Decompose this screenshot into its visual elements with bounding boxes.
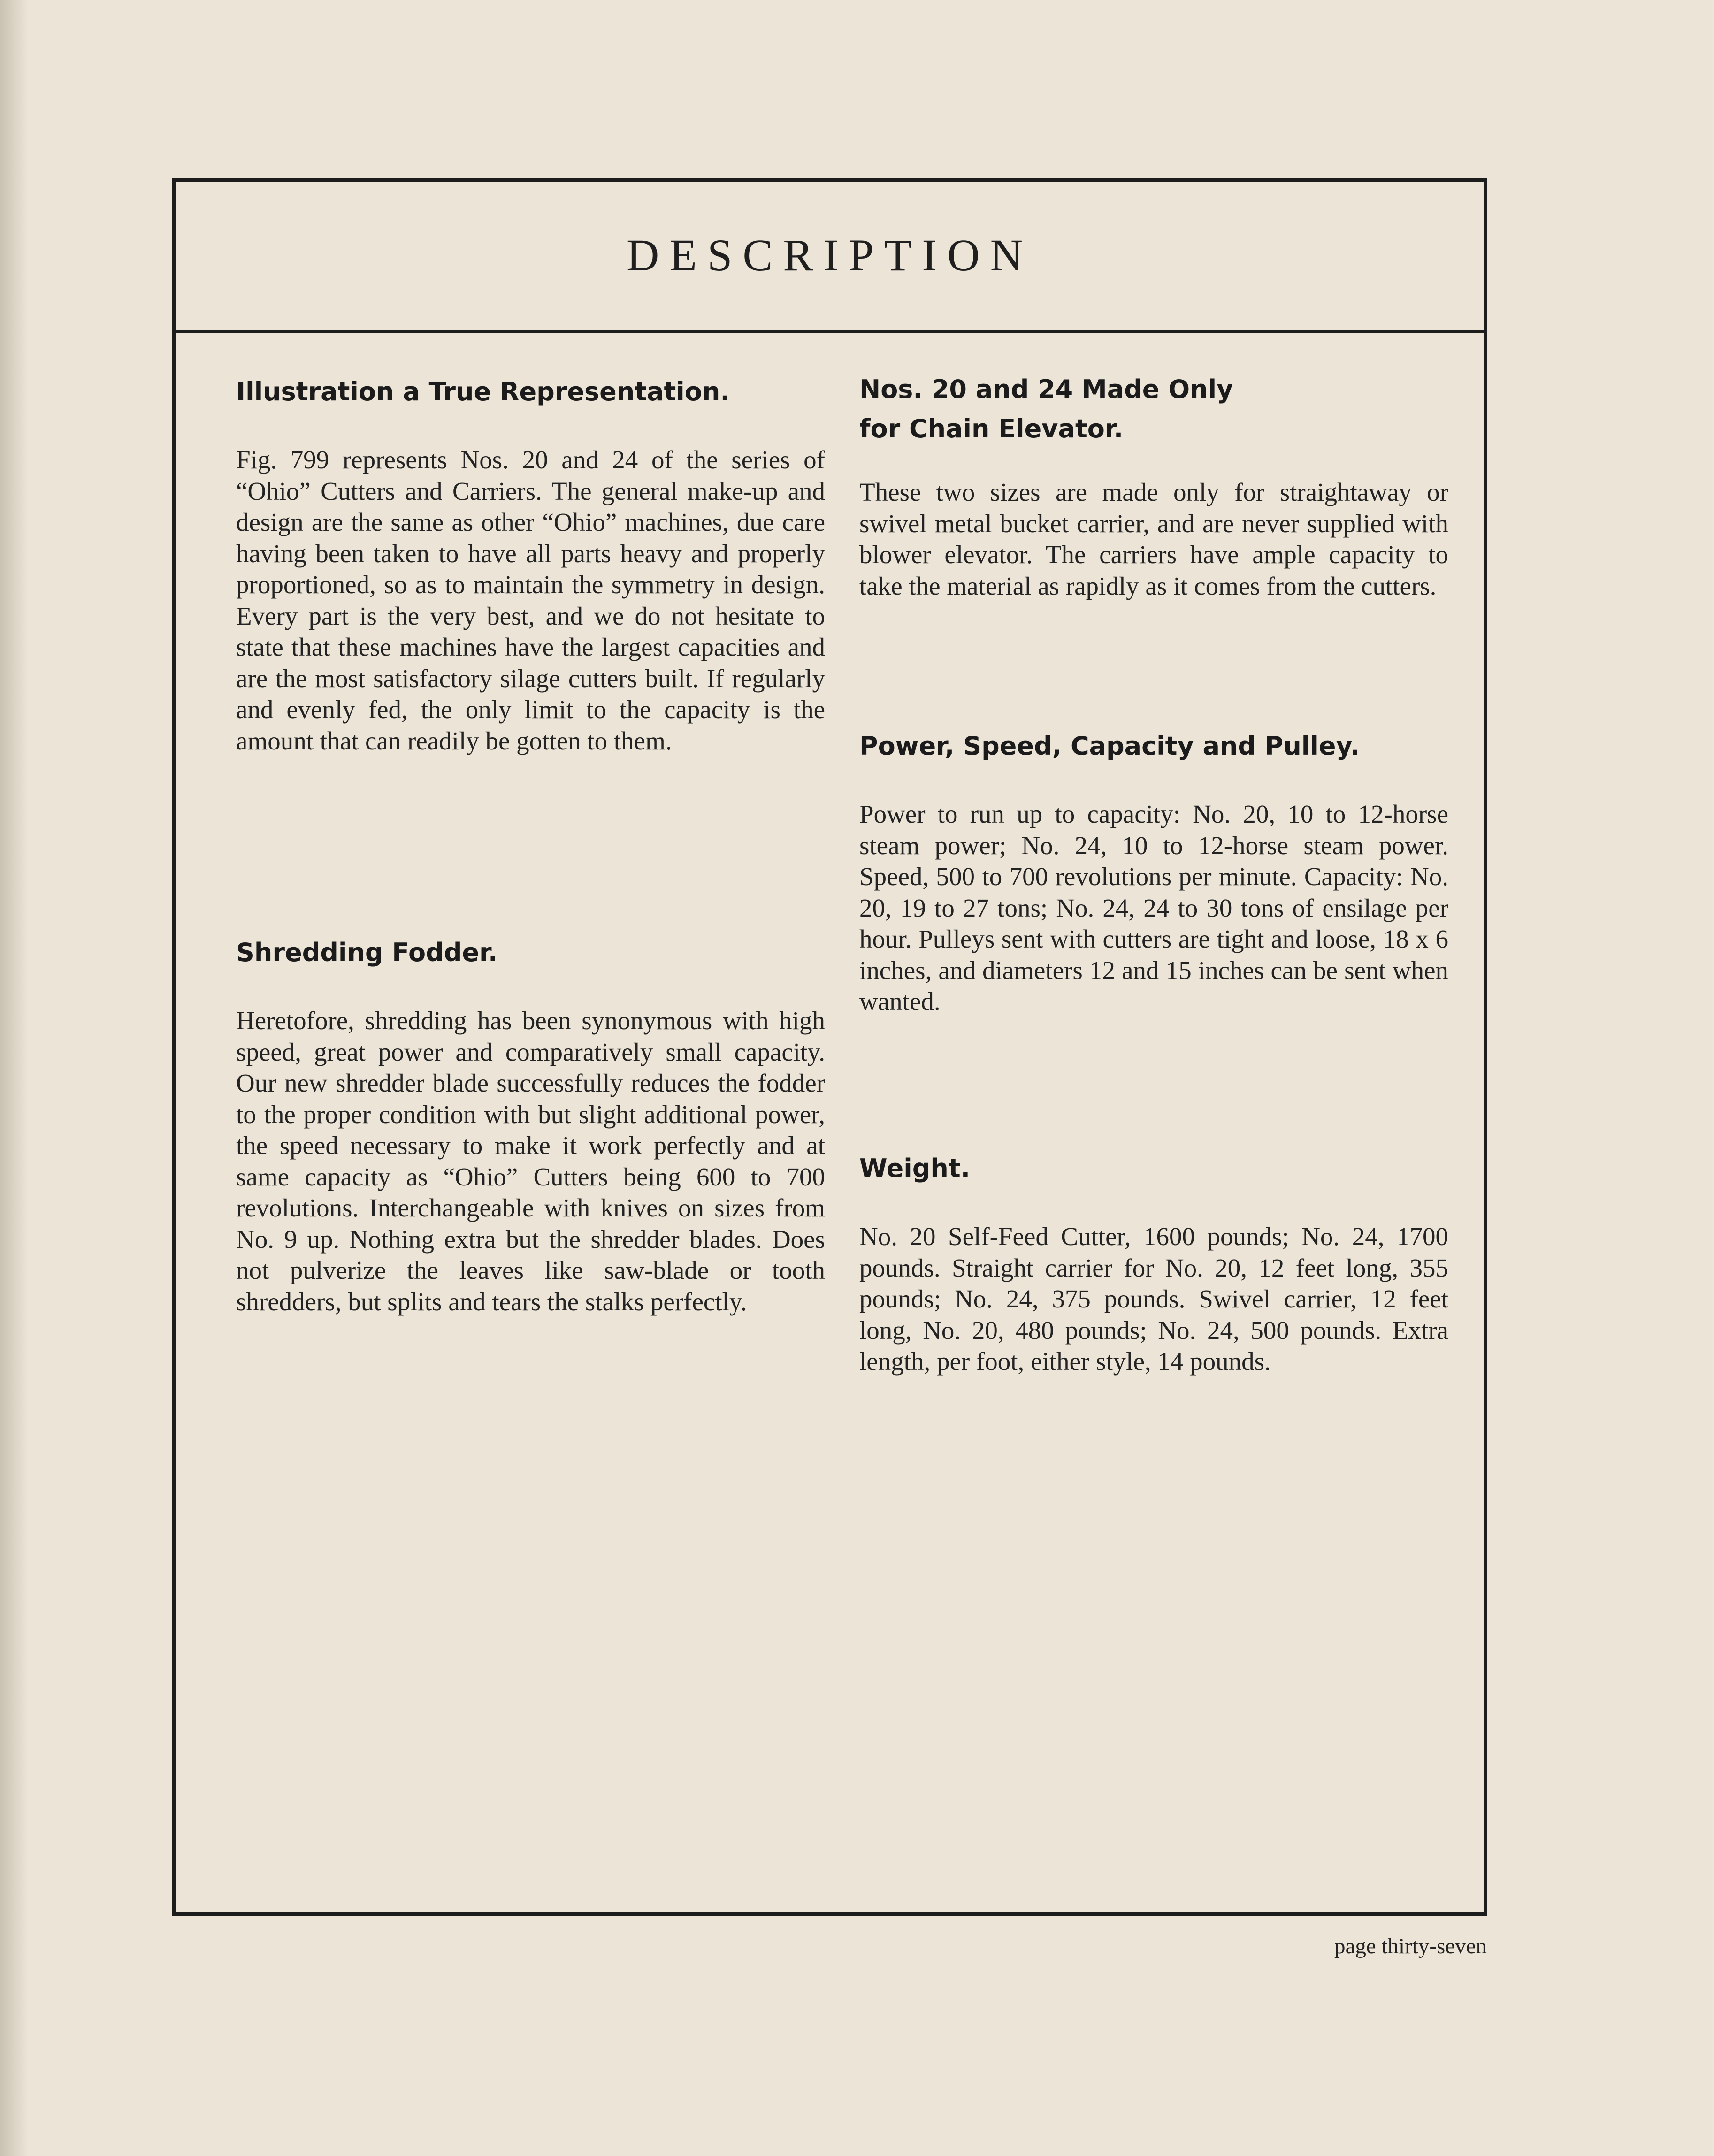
heading-line-1: Nos. 20 and 24 Made Only — [859, 375, 1233, 404]
section-heading — [859, 370, 1448, 449]
section-heading: Power, Speed, Capacity and Pulley. — [859, 731, 1360, 761]
page-title: DESCRIPTION — [626, 230, 1033, 280]
section-body: Power to run up to capacity: No. 20, 10 to 12-horse steam power; No. 24, 10 to 12-horse steam power. Speed, 500 to 700 revolutions per minute. Capacity: No. 20, 19 to 27 tons; No. 24, 24 to 30 tons of ensilage per hour. Pulleys sent with cutters are tight and loose, 18 x 6 inches, and diameters 12 and 15 inches can be sent when wanted. — [859, 800, 1448, 1016]
section-illustration — [236, 372, 825, 757]
section-body: No. 20 Self-Feed Cutter, 1600 pounds; No. 24, 1700 pounds. Straight carrier for No. 20, 12 feet long, 355 pounds; No. 24, 375 pounds. Swivel carrier, 12 feet long, No. 20, 480 pounds; No. 24, 500 pounds. Extra length, per foot, either style, 14 pounds. — [859, 1222, 1448, 1376]
section-body: Fig. 799 represents Nos. 20 and 24 of the series of “Ohio” Cutters and Carriers. The general make-up and design are the same as other “Ohio” machines, due care having been taken to have all parts heavy and properly proportioned, so as to maintain the symmetry in design. Every part is the very best, and we do not hesitate to state that these machines have the largest capacities and are the most satisfactory silage cutters built. If regularly and evenly fed, the only limit to the capacity is the amount that can readily be gotten to them. — [236, 445, 825, 755]
description-frame — [172, 178, 1487, 1916]
section-heading: Weight. — [859, 1154, 971, 1183]
section-power-speed — [859, 726, 1448, 1017]
section-body: Heretofore, shredding has been synonymous with high speed, great power and comparatively small capacity. Our new shredder blade successfully reduces the fodder to the proper condition with but slight additional power, the speed necessary to make it work perfectly and at same capacity as “Ohio” Cutters being 600 to 700 revolutions. Interchangeable with knives on sizes from No. 9 up. Nothing extra but the shredder blades. Does not pulverize the leaves like saw-blade or tooth shredders, but splits and tears the stalks perfectly. — [236, 1006, 825, 1316]
page-edge-shadow — [0, 0, 28, 2156]
heading-line-2: for Chain Elevator. — [859, 414, 1124, 443]
section-shredding-fodder — [236, 933, 825, 1317]
section-heading: Illustration a True Representation. — [236, 377, 730, 406]
page-number: page thirty-seven — [1334, 1934, 1487, 1958]
section-heading: Shredding Fodder. — [236, 938, 498, 967]
section-body: These two sizes are made only for straightaway or swivel metal bucket carrier, and are never supplied with blower elevator. The carriers have ample capacity to take the material as rapidly as it comes from the cutters. — [859, 478, 1448, 600]
header-box — [176, 182, 1484, 333]
section-chain-elevator — [859, 370, 1448, 602]
section-weight — [859, 1149, 1448, 1377]
